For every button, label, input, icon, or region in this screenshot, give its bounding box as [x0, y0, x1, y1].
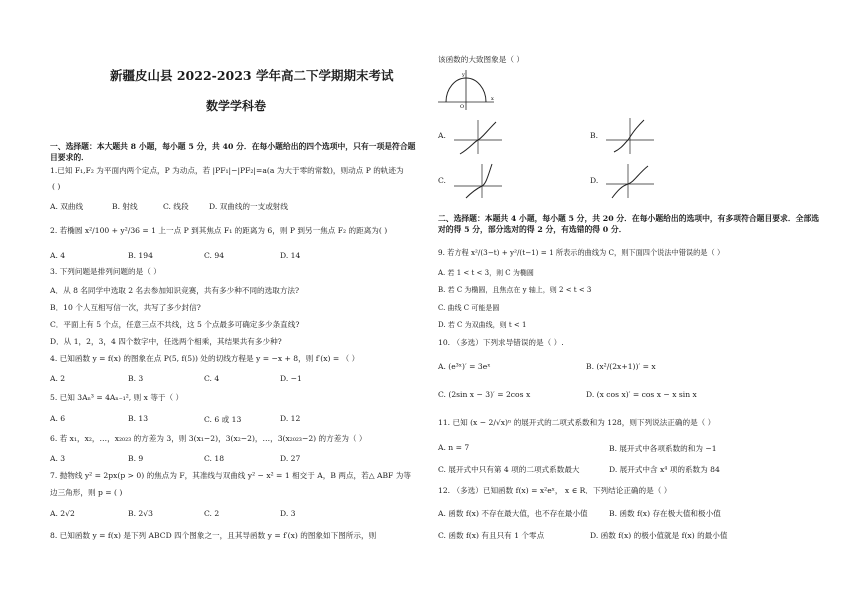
question-4: 4. 已知函数 y = f(x) 的图象在点 P(5, f(5)) 处的切线方程是 y = −x + 8，则 f′(x) = （ ） — [50, 354, 360, 363]
question-7: 7. 抛物线 y² = 2px(p > 0) 的焦点为 F，其准线与双曲线 y² − x² = 1 相交于 A，B 两点，若△ ABF 为等 — [50, 471, 411, 480]
q7-option-d: D. 3 — [280, 509, 296, 518]
graph-x-label: x — [491, 96, 494, 102]
q8-graph-d — [604, 162, 656, 200]
question-2: 2. 若椭圆 x²/100 + y²/36 = 1 上一点 P 到其焦点 F₁ 的距离为 6，则 P 到另一焦点 F₂ 的距离为( ) — [50, 226, 388, 235]
question-10: 10. （多选）下列求导错误的是（ ）. — [438, 338, 564, 347]
q12-option-b: B. 函数 f(x) 存在极大值和极小值 — [609, 509, 721, 518]
q8-graph-b — [604, 116, 656, 156]
q8-label-b: B. — [590, 131, 598, 140]
q10-option-d: D. (x cos x)′ = cos x − x sin x — [586, 390, 697, 399]
q1-option-d: D. 双曲线的一支或射线 — [209, 202, 288, 211]
question-12: 12. （多选）已知函数 f(x) = x²eˣ， x ∈ R．下列结论正确的是（ ） — [438, 486, 672, 495]
q1-option-b: B. 射线 — [112, 202, 138, 211]
q2-option-c: C. 94 — [204, 251, 225, 260]
question-7-cont: 边三角形，则 p = ( ) — [50, 488, 123, 497]
q8-graph-a — [452, 118, 504, 156]
q10-option-a: A. (e³ˣ)′ = 3eˣ — [438, 362, 491, 371]
q5-option-a: A. 6 — [50, 414, 66, 423]
q11-option-c: C. 展开式中只有第 4 项的二项式系数最大 — [438, 465, 580, 474]
page-title: 新疆皮山县 2022-2023 学年高二下学期期末考试 — [110, 68, 394, 83]
q8-label-c: C. — [438, 176, 446, 185]
q11-option-a: A. n = 7 — [438, 443, 470, 452]
question-1: 1.已知 F₁,F₂ 为平面内两个定点，P 为动点，若 |PF₁|−|PF₂|=a(a 为大于零的常数)，则动点 P 的轨迹为 — [50, 166, 404, 175]
q5-option-c: C. 6 或 13 — [204, 415, 242, 424]
q1-option-c: C. 线段 — [163, 202, 189, 211]
question-3: 3. 下列问题是排列问题的是（ ） — [50, 267, 161, 276]
q9-option-b: B. 若 C 为椭圆，且焦点在 y 轴上，则 2 < t < 3 — [438, 286, 592, 294]
q12-option-d: D. 函数 f(x) 的极小值就是 f(x) 的最小值 — [590, 531, 728, 540]
q8-label-d: D. — [590, 176, 599, 185]
q3-option-a: A．从 8 名同学中选取 2 名去参加知识竞赛，共有多少种不同的选取方法? — [50, 286, 300, 295]
q4-option-a: A. 2 — [50, 374, 66, 383]
q3-option-c: C．平面上有 5 个点，任意三点不共线，这 5 个点最多可确定多少条直线? — [50, 320, 300, 329]
q11-option-b: B. 展开式中各项系数的和为 −1 — [609, 444, 717, 453]
q6-option-d: D. 27 — [280, 454, 301, 463]
q12-option-c: C. 函数 f(x) 有且只有 1 个零点 — [438, 531, 545, 540]
q7-option-c: C. 2 — [204, 509, 220, 518]
q8-label-a: A. — [438, 131, 446, 140]
derivative-graph — [436, 68, 496, 112]
question-9: 9. 若方程 x²/(3−t) + y²/(t−1) = 1 所表示的曲线为 C，则下面四个说法中错误的是（ ） — [438, 248, 725, 257]
q9-option-a: A. 若 1 < t < 3，则 C 为椭圆 — [438, 269, 534, 277]
q2-option-a: A. 4 — [50, 251, 66, 260]
q1-option-a: A. 双曲线 — [50, 202, 84, 211]
question-1-paren: ( ) — [52, 182, 61, 191]
q2-option-d: D. 14 — [280, 251, 301, 260]
q2-option-b: B. 194 — [128, 251, 153, 260]
q6-option-a: A. 3 — [50, 454, 66, 463]
q6-option-c: C. 18 — [204, 454, 225, 463]
q8-graph-c — [452, 162, 504, 200]
q10-option-c: C. (2sin x − 3)′ = 2cos x — [438, 390, 531, 399]
q3-option-d: D．从 1，2，3，4 四个数字中，任选两个相乘，其结果共有多少种? — [50, 337, 282, 346]
q12-option-a: A. 函数 f(x) 不存在最大值，也不存在最小值 — [438, 509, 588, 518]
section-2-heading: 二、选择题：本题共 4 小题，每小题 5 分，共 20 分．在每小题给出的选项中，有多项符合题目要求．全部选对的得 5 分，部分选对的得 2 分，有选错的得 0 分． — [438, 214, 820, 234]
q5-option-b: B. 13 — [128, 414, 149, 423]
q4-option-c: C. 4 — [204, 374, 220, 383]
q3-option-b: B．10 个人互相写信一次，共写了多少封信? — [50, 303, 201, 312]
question-8-cont: 该函数的大致图象是（ ） — [438, 55, 524, 64]
q9-option-c: C. 曲线 C 可能是圆 — [438, 304, 500, 312]
q11-option-d: D. 展开式中含 x⁴ 项的系数为 84 — [609, 465, 720, 474]
q6-option-b: B. 9 — [128, 454, 144, 463]
graph-y-label: y — [462, 72, 465, 78]
question-5: 5. 已知 3Aₙ³ = 4Aₙ₋₁², 则 x 等于（ ） — [50, 393, 184, 402]
q7-option-b: B. 2√3 — [128, 509, 153, 518]
q5-option-d: D. 12 — [280, 414, 301, 423]
q9-option-d: D. 若 C 为双曲线，则 t < 1 — [438, 321, 527, 329]
section-1-heading: 一、选择题：本大题共 8 小题，每小题 5 分，共 40 分．在每小题给出的四个选项中，只有一项是符合题目要求的． — [50, 142, 416, 162]
q4-option-b: B. 3 — [128, 374, 144, 383]
q10-option-b: B. (x²/(2x+1))′ = x — [586, 362, 656, 371]
question-8: 8. 已知函数 y = f(x) 是下列 ABCD 四个图象之一，且其导函数 y = f′(x) 的图象如下图所示，则 — [50, 531, 377, 540]
page-subtitle: 数学学科卷 — [206, 99, 267, 113]
question-6: 6. 若 x₁，x₂，…，x₂₀₂₃ 的方差为 3，则 3(x₁−2)，3(x₂−2)，…，3(x₂₀₂₃−2) 的方差为（ ） — [50, 434, 367, 443]
q4-option-d: D. −1 — [280, 374, 302, 383]
q7-option-a: A. 2√2 — [50, 509, 75, 518]
question-11: 11. 已知 (x − 2/√x)ⁿ 的展开式的二项式系数和为 128，则下列说法正确的是（ ） — [438, 418, 716, 427]
graph-origin-label: O — [460, 104, 465, 110]
